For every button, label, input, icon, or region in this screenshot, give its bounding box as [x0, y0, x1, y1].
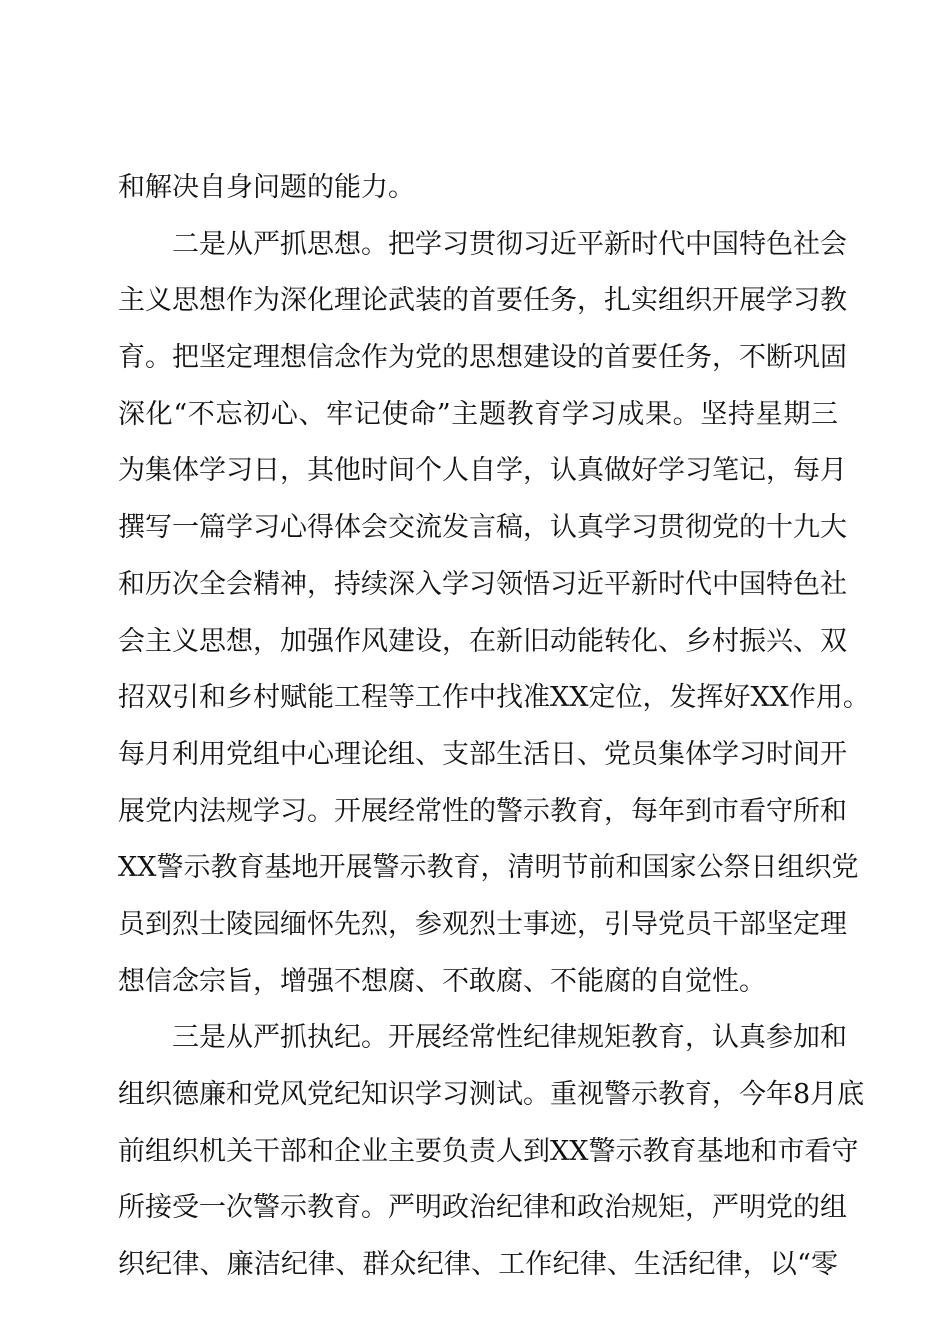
paragraph-line: 组织德廉和党风党纪知识学习测试。重视警示教育，今年8月底	[118, 1079, 865, 1110]
paragraph-line: 三是从严抓执纪。开展经常性纪律规矩教育，认真参加和	[172, 1022, 847, 1054]
paragraph-line: 织纪律、廉洁纪律、群众纪律、工作纪律、生活纪律，以“零	[118, 1249, 838, 1281]
paragraph-line: 会主义思想，加强作风建设，在新旧动能转化、乡村振兴、双	[118, 625, 847, 657]
paragraph-line: 深化“不忘初心、牢记使命”主题教育学习成果。坚持星期三	[118, 398, 838, 430]
paragraph-line: 每月利用党组中心理论组、支部生活日、党员集体学习时间开	[118, 738, 847, 770]
paragraph-line: 主义思想作为深化理论武装的首要任务，扎实组织开展学习教	[118, 285, 847, 317]
paragraph-line: 撰写一篇学习心得体会交流发言稿，认真学习贯彻党的十九大	[118, 512, 847, 544]
document-body	[118, 160, 870, 1294]
paragraph-line: 和历次全会精神，持续深入学习领悟习近平新时代中国特色社	[118, 568, 847, 600]
paragraph-line: 想信念宗旨，增强不想腐、不敢腐、不能腐的自觉性。	[118, 965, 766, 997]
paragraph-line: 和解决自身问题的能力。	[118, 172, 415, 203]
paragraph-line: 员到烈士陵园缅怀先烈，参观烈士事迹，引导党员干部坚定理	[118, 908, 847, 940]
paragraph-line: 所接受一次警示教育。严明政治纪律和政治规矩，严明党的组	[118, 1192, 847, 1224]
paragraph-line: 前组织机关干部和企业主要负责人到XX警示教育基地和市看守	[118, 1135, 859, 1167]
paragraph-line: 招双引和乡村赋能工程等工作中找准XX定位，发挥好XX作用。	[118, 682, 870, 714]
paragraph-line: XX警示教育基地开展警示教育，清明节前和国家公祭日组织党	[118, 852, 859, 884]
paragraph-line: 为集体学习日，其他时间个人自学，认真做好学习笔记，每月	[118, 455, 847, 487]
paragraph-line: 二是从严抓思想。把学习贯彻习近平新时代中国特色社会	[172, 228, 847, 260]
paragraph-line: 育。把坚定理想信念作为党的思想建设的首要任务，不断巩固	[118, 342, 847, 374]
paragraph-line: 展党内法规学习。开展经常性的警示教育，每年到市看守所和	[118, 795, 847, 827]
